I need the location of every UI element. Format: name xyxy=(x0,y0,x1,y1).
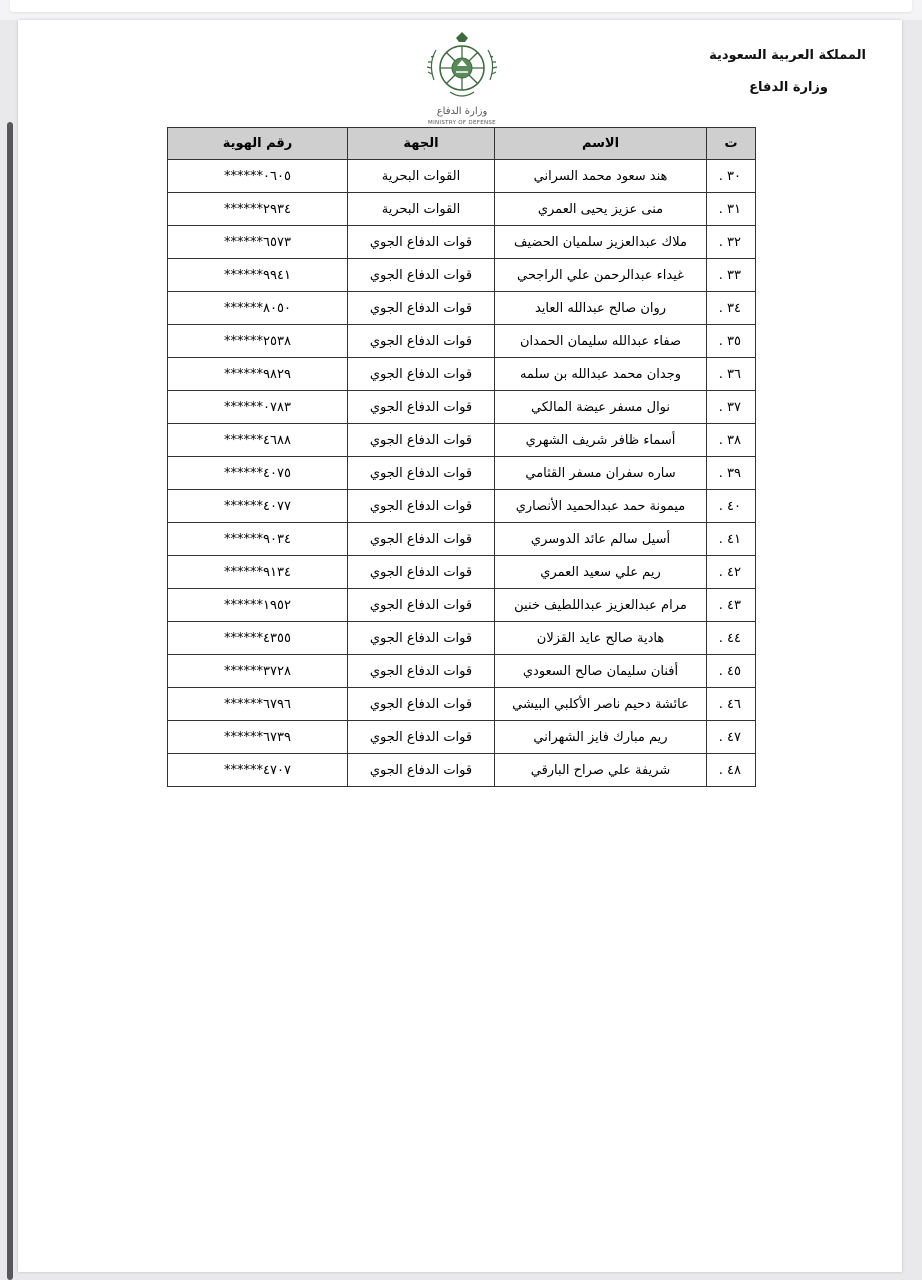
personnel-table xyxy=(167,127,756,787)
id-number-text: ******٦٥٧٣ xyxy=(224,234,291,250)
row-number: ٤٦ . xyxy=(707,688,756,721)
table-body xyxy=(168,160,756,787)
person-name: نوال مسفر عيضة المالكي xyxy=(495,391,707,424)
id-number-text: ******١٩٥٢ xyxy=(224,597,291,613)
table-row xyxy=(168,688,756,721)
person-name: صفاء عبدالله سليمان الحمدان xyxy=(495,325,707,358)
id-number xyxy=(168,721,348,754)
department: قوات الدفاع الجوي xyxy=(348,523,495,556)
department: القوات البحرية xyxy=(348,193,495,226)
id-number-text: ******٩٩٤١ xyxy=(224,267,291,283)
id-number-text: ******٨٠٥٠ xyxy=(224,300,291,316)
row-number: ٣٦ . xyxy=(707,358,756,391)
id-number xyxy=(168,490,348,523)
department: قوات الدفاع الجوي xyxy=(348,259,495,292)
id-number xyxy=(168,226,348,259)
row-number: ٣٨ . xyxy=(707,424,756,457)
row-number: ٤٠ . xyxy=(707,490,756,523)
id-number xyxy=(168,292,348,325)
id-number xyxy=(168,589,348,622)
department: قوات الدفاع الجوي xyxy=(348,490,495,523)
table-row xyxy=(168,325,756,358)
person-name: ريم مبارك فايز الشهراني xyxy=(495,721,707,754)
row-number: ٤٨ . xyxy=(707,754,756,787)
table-header-row xyxy=(168,128,756,160)
person-name: روان صالح عبدالله العايد xyxy=(495,292,707,325)
row-number: ٣٣ . xyxy=(707,259,756,292)
person-name: مرام عبدالعزيز عبداللطيف خنين xyxy=(495,589,707,622)
person-name: هند سعود محمد السراني xyxy=(495,160,707,193)
table-row xyxy=(168,721,756,754)
person-name: أسيل سالم عائد الدوسري xyxy=(495,523,707,556)
id-number xyxy=(168,622,348,655)
id-number-text: ******٠٦٠٥ xyxy=(224,168,291,184)
id-number xyxy=(168,193,348,226)
header-name: الاسم xyxy=(495,128,707,160)
person-name: أفنان سليمان صالح السعودي xyxy=(495,655,707,688)
table-row xyxy=(168,622,756,655)
table-row xyxy=(168,259,756,292)
department: قوات الدفاع الجوي xyxy=(348,655,495,688)
department: قوات الدفاع الجوي xyxy=(348,424,495,457)
row-number: ٤٢ . xyxy=(707,556,756,589)
table-row xyxy=(168,424,756,457)
row-number: ٣٢ . xyxy=(707,226,756,259)
document-page xyxy=(18,20,902,1272)
table-row xyxy=(168,226,756,259)
table-row xyxy=(168,193,756,226)
vertical-scrollbar[interactable] xyxy=(7,122,13,1280)
id-number xyxy=(168,655,348,688)
person-name: غيداء عبدالرحمن علي الراجحي xyxy=(495,259,707,292)
header-num: ت xyxy=(707,128,756,160)
department: قوات الدفاع الجوي xyxy=(348,754,495,787)
id-number xyxy=(168,754,348,787)
id-number-text: ******٣٧٢٨ xyxy=(224,663,291,679)
header-id: رقم الهوية xyxy=(168,128,348,160)
id-number-text: ******٤٠٧٥ xyxy=(224,465,291,481)
table-row xyxy=(168,556,756,589)
person-name: أسماء ظافر شريف الشهري xyxy=(495,424,707,457)
department: قوات الدفاع الجوي xyxy=(348,226,495,259)
id-number xyxy=(168,325,348,358)
emblem-arabic-text: وزارة الدفاع xyxy=(436,106,488,117)
department: قوات الدفاع الجوي xyxy=(348,556,495,589)
header-department: الجهة xyxy=(348,128,495,160)
emblem-icon xyxy=(420,30,504,106)
person-name: ميمونة حمد عبدالحميد الأنصاري xyxy=(495,490,707,523)
person-name: منى عزيز يحيى العمري xyxy=(495,193,707,226)
id-number-text: ******٢٩٣٤ xyxy=(224,201,291,217)
department: قوات الدفاع الجوي xyxy=(348,457,495,490)
row-number: ٣٤ . xyxy=(707,292,756,325)
previous-page-bottom xyxy=(10,0,912,12)
row-number: ٤٧ . xyxy=(707,721,756,754)
row-number: ٣١ . xyxy=(707,193,756,226)
id-number xyxy=(168,160,348,193)
id-number xyxy=(168,259,348,292)
ministry-of-defense-logo xyxy=(420,30,504,124)
id-number-text: ******٦٧٩٦ xyxy=(224,696,291,712)
department: قوات الدفاع الجوي xyxy=(348,358,495,391)
id-number xyxy=(168,391,348,424)
table-row xyxy=(168,490,756,523)
table-row xyxy=(168,292,756,325)
id-number-text: ******٩٨٢٩ xyxy=(224,366,291,382)
previous-page-edge xyxy=(0,0,922,20)
person-name: ريم علي سعيد العمري xyxy=(495,556,707,589)
row-number: ٣٠ . xyxy=(707,160,756,193)
department: قوات الدفاع الجوي xyxy=(348,391,495,424)
ministry-title: وزارة الدفاع xyxy=(749,80,828,95)
id-number-text: ******٤٠٧٧ xyxy=(224,498,291,514)
row-number: ٣٥ . xyxy=(707,325,756,358)
id-number-text: ******٠٧٨٣ xyxy=(224,399,291,415)
department: قوات الدفاع الجوي xyxy=(348,721,495,754)
person-name: ساره سفران مسفر القثامي xyxy=(495,457,707,490)
table-row xyxy=(168,523,756,556)
table-row xyxy=(168,391,756,424)
row-number: ٤١ . xyxy=(707,523,756,556)
id-number-text: ******٩١٣٤ xyxy=(224,564,291,580)
table-row xyxy=(168,160,756,193)
id-number xyxy=(168,556,348,589)
id-number-text: ******٤٣٥٥ xyxy=(224,630,291,646)
id-number xyxy=(168,358,348,391)
table-row xyxy=(168,358,756,391)
person-name: ملاك عبدالعزيز سلميان الحضيف xyxy=(495,226,707,259)
id-number-text: ******٦٧٣٩ xyxy=(224,729,291,745)
person-name: هادية صالح عايد القزلان xyxy=(495,622,707,655)
department: قوات الدفاع الجوي xyxy=(348,589,495,622)
id-number xyxy=(168,688,348,721)
department: قوات الدفاع الجوي xyxy=(348,688,495,721)
person-name: وجدان محمد عبدالله بن سلمه xyxy=(495,358,707,391)
department: قوات الدفاع الجوي xyxy=(348,622,495,655)
row-number: ٤٥ . xyxy=(707,655,756,688)
id-number xyxy=(168,523,348,556)
table-row xyxy=(168,655,756,688)
person-name: شريفة علي صراح البارقي xyxy=(495,754,707,787)
department: القوات البحرية xyxy=(348,160,495,193)
id-number xyxy=(168,457,348,490)
row-number: ٣٧ . xyxy=(707,391,756,424)
id-number-text: ******٤٧٠٧ xyxy=(224,762,291,778)
row-number: ٤٣ . xyxy=(707,589,756,622)
row-number: ٤٤ . xyxy=(707,622,756,655)
id-number xyxy=(168,424,348,457)
id-number-text: ******٢٥٣٨ xyxy=(224,333,291,349)
department: قوات الدفاع الجوي xyxy=(348,292,495,325)
person-name: عائشة دحيم ناصر الأكلبي البيشي xyxy=(495,688,707,721)
id-number-text: ******٤٦٨٨ xyxy=(224,432,291,448)
row-number: ٣٩ . xyxy=(707,457,756,490)
kingdom-title: المملكة العربية السعودية xyxy=(709,48,866,63)
table-row xyxy=(168,589,756,622)
emblem-english-text: MINISTRY OF DEFENSE xyxy=(428,120,496,126)
table-row xyxy=(168,754,756,787)
id-number-text: ******٩٠٣٤ xyxy=(224,531,291,547)
department: قوات الدفاع الجوي xyxy=(348,325,495,358)
table-row xyxy=(168,457,756,490)
